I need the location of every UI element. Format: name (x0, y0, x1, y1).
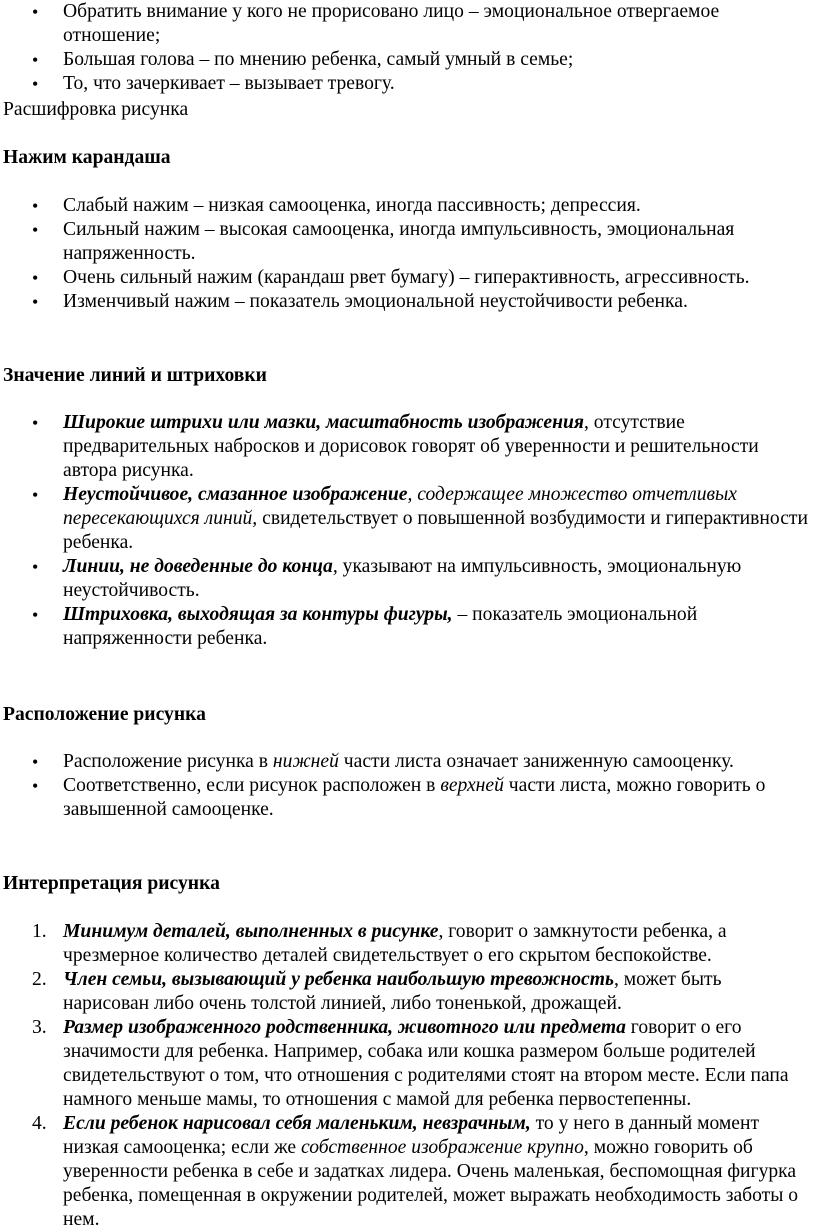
item-text: , можно говорить об уверенности ребенка в себе и задатках лидера. Очень маленькая, беспомощная фигурка ребенка, помещенная в окружении родителей, может выражать необходимость заботы о нем. (63, 1137, 799, 1230)
item-number: 1. (32, 921, 47, 942)
list-item (0, 411, 816, 483)
list-item: • Изменчивый нажим – показатель эмоциональной неустойчивости ребенка. (0, 290, 816, 314)
emphasis-text: Минимум деталей, выполненных в рисунке (63, 921, 439, 942)
italic-text: , содержащее множество отчетливых пересекающихся линий, (63, 484, 737, 529)
italic-text: собственное изображение крупно (301, 1137, 584, 1158)
list-item (0, 555, 816, 603)
position-list (0, 750, 816, 822)
list-item (0, 920, 816, 968)
item-text: говорит о его значимости для ребенка. Например, собака или кошка размером больше родителей свидетельствуют о том, что отношения с родителями стоят на втором месте. Если папа намного меньше мамы, то отношения с мамой для ребенка первостепенны. (63, 1017, 789, 1110)
intro-bullet-list (0, 0, 816, 96)
list-item (0, 1112, 816, 1232)
list-item: • Слабый нажим – низкая самооценка, иногда пассивность; депрессия. (0, 194, 816, 218)
italic-text: , (332, 556, 338, 577)
emphasis-text: Если ребенок нарисовал себя маленьким, невзрачным, (63, 1113, 531, 1134)
item-number: 4. (32, 1113, 47, 1134)
list-item (0, 750, 816, 774)
italic-text: верхней (440, 775, 504, 796)
item-number: 3. (32, 1017, 47, 1038)
list-item (0, 1016, 816, 1112)
item-text: Расположение рисунка в (63, 751, 273, 772)
item-text: части листа, можно говорить о завышенной самооценке. (63, 775, 766, 820)
item-text: свидетельствует о повышенной возбудимости и гиперактивности ребенка. (63, 508, 808, 553)
decoding-title: Расшифровка рисунка (3, 99, 189, 120)
list-item: • Обратить внимание у кого не прорисовано лицо – эмоциональное отвергаемое отношение; (0, 0, 816, 48)
emphasis-text: Член семьи, вызывающий у ребенка наибольшую тревожность (63, 969, 614, 990)
pressure-heading: Нажим карандаша (3, 147, 171, 168)
item-text: то у него в данный момент низкая самооценка; если же (63, 1113, 760, 1158)
emphasis-text: Штриховка, выходящая за контуры фигуры, (63, 604, 453, 625)
list-item (0, 774, 816, 822)
list-item: • Большая голова – по мнению ребенка, самый умный в семье; (0, 48, 816, 72)
item-text: указывают на импульсивность, эмоциональную неустойчивость. (63, 556, 742, 601)
lines-heading: Значение линий и штриховки (3, 365, 267, 386)
interpretation-heading: Интерпретация рисунка (3, 873, 220, 894)
item-number: 2. (32, 969, 47, 990)
item-text: , говорит о замкнутости ребенка, а чрезмерное количество деталей свидетельствует о его скрытом беспокойстве. (63, 921, 727, 966)
pressure-list (0, 194, 816, 314)
position-heading: Расположение рисунка (3, 704, 206, 725)
item-text: Соответственно, если рисунок расположен в (63, 775, 441, 796)
emphasis-text: Линии, не доведенные до конца (63, 556, 333, 577)
lines-list (0, 411, 816, 651)
list-item: • То, что зачеркивает – вызывает тревогу. (0, 72, 816, 96)
interpretation-list (0, 920, 816, 1232)
item-text: , отсутствие предварительных набросков и дорисовок говорят об уверенности и решительности автора рисунка. (63, 412, 759, 481)
list-item: • Сильный нажим – высокая самооценка, иногда импульсивность, эмоциональная напряженность. (0, 218, 816, 266)
item-text: , может быть нарисован либо очень толстой линией, либо тоненькой, дрожащей. (63, 969, 722, 1014)
italic-text: нижней (272, 751, 339, 772)
emphasis-text: Размер изображенного родственника, животного или предмета (63, 1017, 626, 1038)
item-text: – показатель эмоциональной напряженности ребенка. (63, 604, 698, 649)
emphasis-text: Неустойчивое, смазанное изображение (63, 484, 408, 505)
list-item: • Очень сильный нажим (карандаш рвет бумагу) – гиперактивность, агрессивность. (0, 266, 816, 290)
list-item (0, 968, 816, 1016)
list-item (0, 483, 816, 555)
list-item (0, 603, 816, 651)
emphasis-text: Широкие штрихи или мазки, масштабность изображения (63, 412, 584, 433)
item-text: части листа означает заниженную самооценку. (338, 751, 734, 772)
